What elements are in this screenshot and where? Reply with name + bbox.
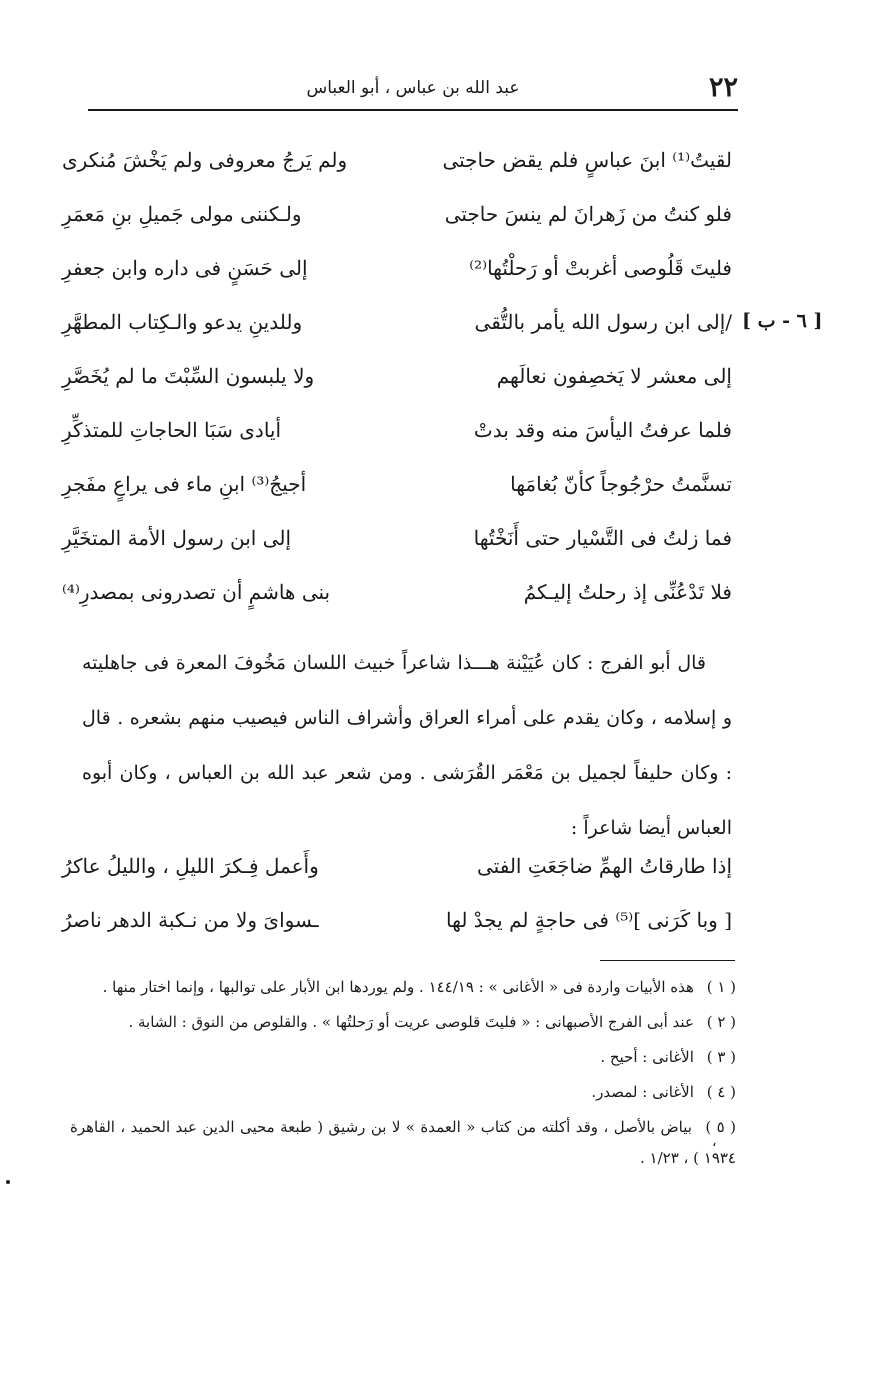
- footnote-text: الأغانى : أحيح .: [600, 1048, 694, 1066]
- footnote-number: ( ٥ ): [705, 1118, 736, 1136]
- verse-second-hemistich: أجيجُ⁽³⁾ ابنِ ماء فى يراعٍ مفَجرِ: [62, 472, 307, 496]
- verse-second-hemistich: ولم يَرجُ معروفى ولم يَخْشَ مُنكرى: [62, 148, 348, 172]
- verse-second-hemistich: أيادى سَبَا الحاجاتِ للمتذكِّرِ: [62, 418, 282, 442]
- verse-line: [62, 464, 732, 508]
- footnote: [70, 1042, 736, 1073]
- footnote-number: ( ٣ ): [706, 1048, 736, 1066]
- stray-mark: ،: [712, 1134, 717, 1150]
- page-number: ٢٢: [708, 72, 738, 103]
- running-title: عبد الله بن عباس ، أبو العباس: [306, 78, 520, 98]
- verse-line: [62, 846, 732, 890]
- verse-first-hemistich: تسنَّمتُ حرْجُوجاً كأنّ بُغامَها: [510, 472, 732, 496]
- verse-first-hemistich: فما زلتُ فى التَّسْيار حتى أَنَخْتُها: [473, 526, 732, 550]
- verse-line: [62, 302, 732, 346]
- verse-line: [62, 410, 732, 454]
- verse-second-hemistich: إلى حَسَنٍ فى داره وابن جعفرِ: [62, 256, 308, 280]
- verse-line: [62, 194, 732, 238]
- verse-line: [62, 900, 732, 944]
- verse-first-hemistich: /إلى ابن رسول الله يأمر بالتُّقى: [474, 310, 732, 334]
- footnote: [70, 1007, 736, 1038]
- verse-second-hemistich: إلى ابن رسول الأمة المتخَيَّرِ: [62, 526, 292, 550]
- footnote-text: الأغانى : لمصدر.: [591, 1083, 694, 1101]
- verse-first-hemistich: إذا طارقاتُ الهمِّ ضاجَعَتِ الفتى: [477, 854, 732, 878]
- footnotes: [70, 972, 736, 1178]
- footnote: [70, 1112, 736, 1174]
- verse-first-hemistich: [ وبا كَرَنى ]⁽⁵⁾ فى حاجةٍ لم يجدْ لها: [446, 908, 732, 932]
- verse-first-hemistich: إلى معشر لا يَخصِفون نعالَهم: [496, 364, 732, 388]
- verse-first-hemistich: فلما عرفتُ اليأسَ منه وقد بدتْ: [473, 418, 732, 442]
- prose-paragraph: [82, 636, 732, 856]
- verse-line: [62, 356, 732, 400]
- verse-first-hemistich: فلا تَدْعُنِّى إذ رحلتُ إليـكمُ: [523, 580, 732, 604]
- footnote-text: هذه الأبيات واردة فى « الأغانى » : ١٤٤/١٩ . ولم يوردها ابن الأبار على توالبها ، وإنما اختار منها .: [102, 978, 694, 996]
- verse-first-hemistich: لقيتُ⁽¹⁾ ابنَ عباسٍ فلم يقض حاجتى: [442, 148, 732, 172]
- footnote-rule: [600, 960, 735, 961]
- verse-line: [62, 518, 732, 562]
- footnote: [70, 1077, 736, 1108]
- footnote-number: ( ٢ ): [706, 1013, 736, 1031]
- verse-second-hemistich: ولـكننى مولى جَميلِ بنِ مَعمَرِ: [62, 202, 302, 226]
- verse-second-hemistich: وأَعمل فِـكرَ الليلِ ، والليلُ عاكرُ: [62, 854, 319, 878]
- verse-second-hemistich: وللدينِ يدعو والـكِتاب المطهَّرِ: [62, 310, 303, 334]
- verse-first-hemistich: فلو كنتُ من زَهرانَ لم ينسَ حاجتى: [444, 202, 732, 226]
- verse-first-hemistich: فليتَ قَلُوصى أغربتْ أو رَحلْتُها⁽²⁾: [469, 256, 732, 280]
- footnote: [70, 972, 736, 1003]
- footnote-text: بياض بالأصل ، وقد أكلته من كتاب « العمدة » لا بن رشيق ( طبعة محيى الدين عبد الحميد ، القاهرة ١٩٣٤ ) ، ١/٢٣ .: [70, 1118, 736, 1167]
- verse-line: [62, 140, 732, 184]
- prose-text: قال أبو الفرج : كان عُيَيْنة هـــذا شاعراً خبيث اللسان مَخُوفَ المعرة فى جاهليته و إسلامه ، وكان يقدم على أمراء العراق وأشراف الناس فيصيب منهم بشعره . قال : وكان حليفاً لجميل بن مَعْمَر القُرَشى . ومن شعر عبد الله بن العباس ، وكان أبوه العباس أيضا شاعراً :: [82, 652, 732, 839]
- verse-second-hemistich: ولا يلبسون السِّبْتَ ما لم يُخَصَّرِ: [62, 364, 315, 388]
- footnote-number: ( ١ ): [706, 978, 736, 996]
- verse-line: [62, 572, 732, 616]
- header-rule: [88, 109, 738, 111]
- footnote-number: ( ٤ ): [706, 1083, 736, 1101]
- running-header: [88, 72, 738, 108]
- verse-line: [62, 248, 732, 292]
- verse-second-hemistich: بنى هاشمٍ أن تصدرونى بمصدرِ⁽⁴⁾: [62, 580, 331, 604]
- margin-folio-note: [ ٦ - ب ]: [742, 310, 823, 332]
- ink-speck: [6, 1180, 10, 1184]
- verse-second-hemistich: ـسواىَ ولا من نـكبة الدهر ناصرُ: [62, 908, 319, 932]
- footnote-text: عند أبى الفرج الأصبهانى : « فليتَ قلوصى عريت أو رَحلتُها » . والقلوص من النوق : الشابة .: [128, 1013, 694, 1031]
